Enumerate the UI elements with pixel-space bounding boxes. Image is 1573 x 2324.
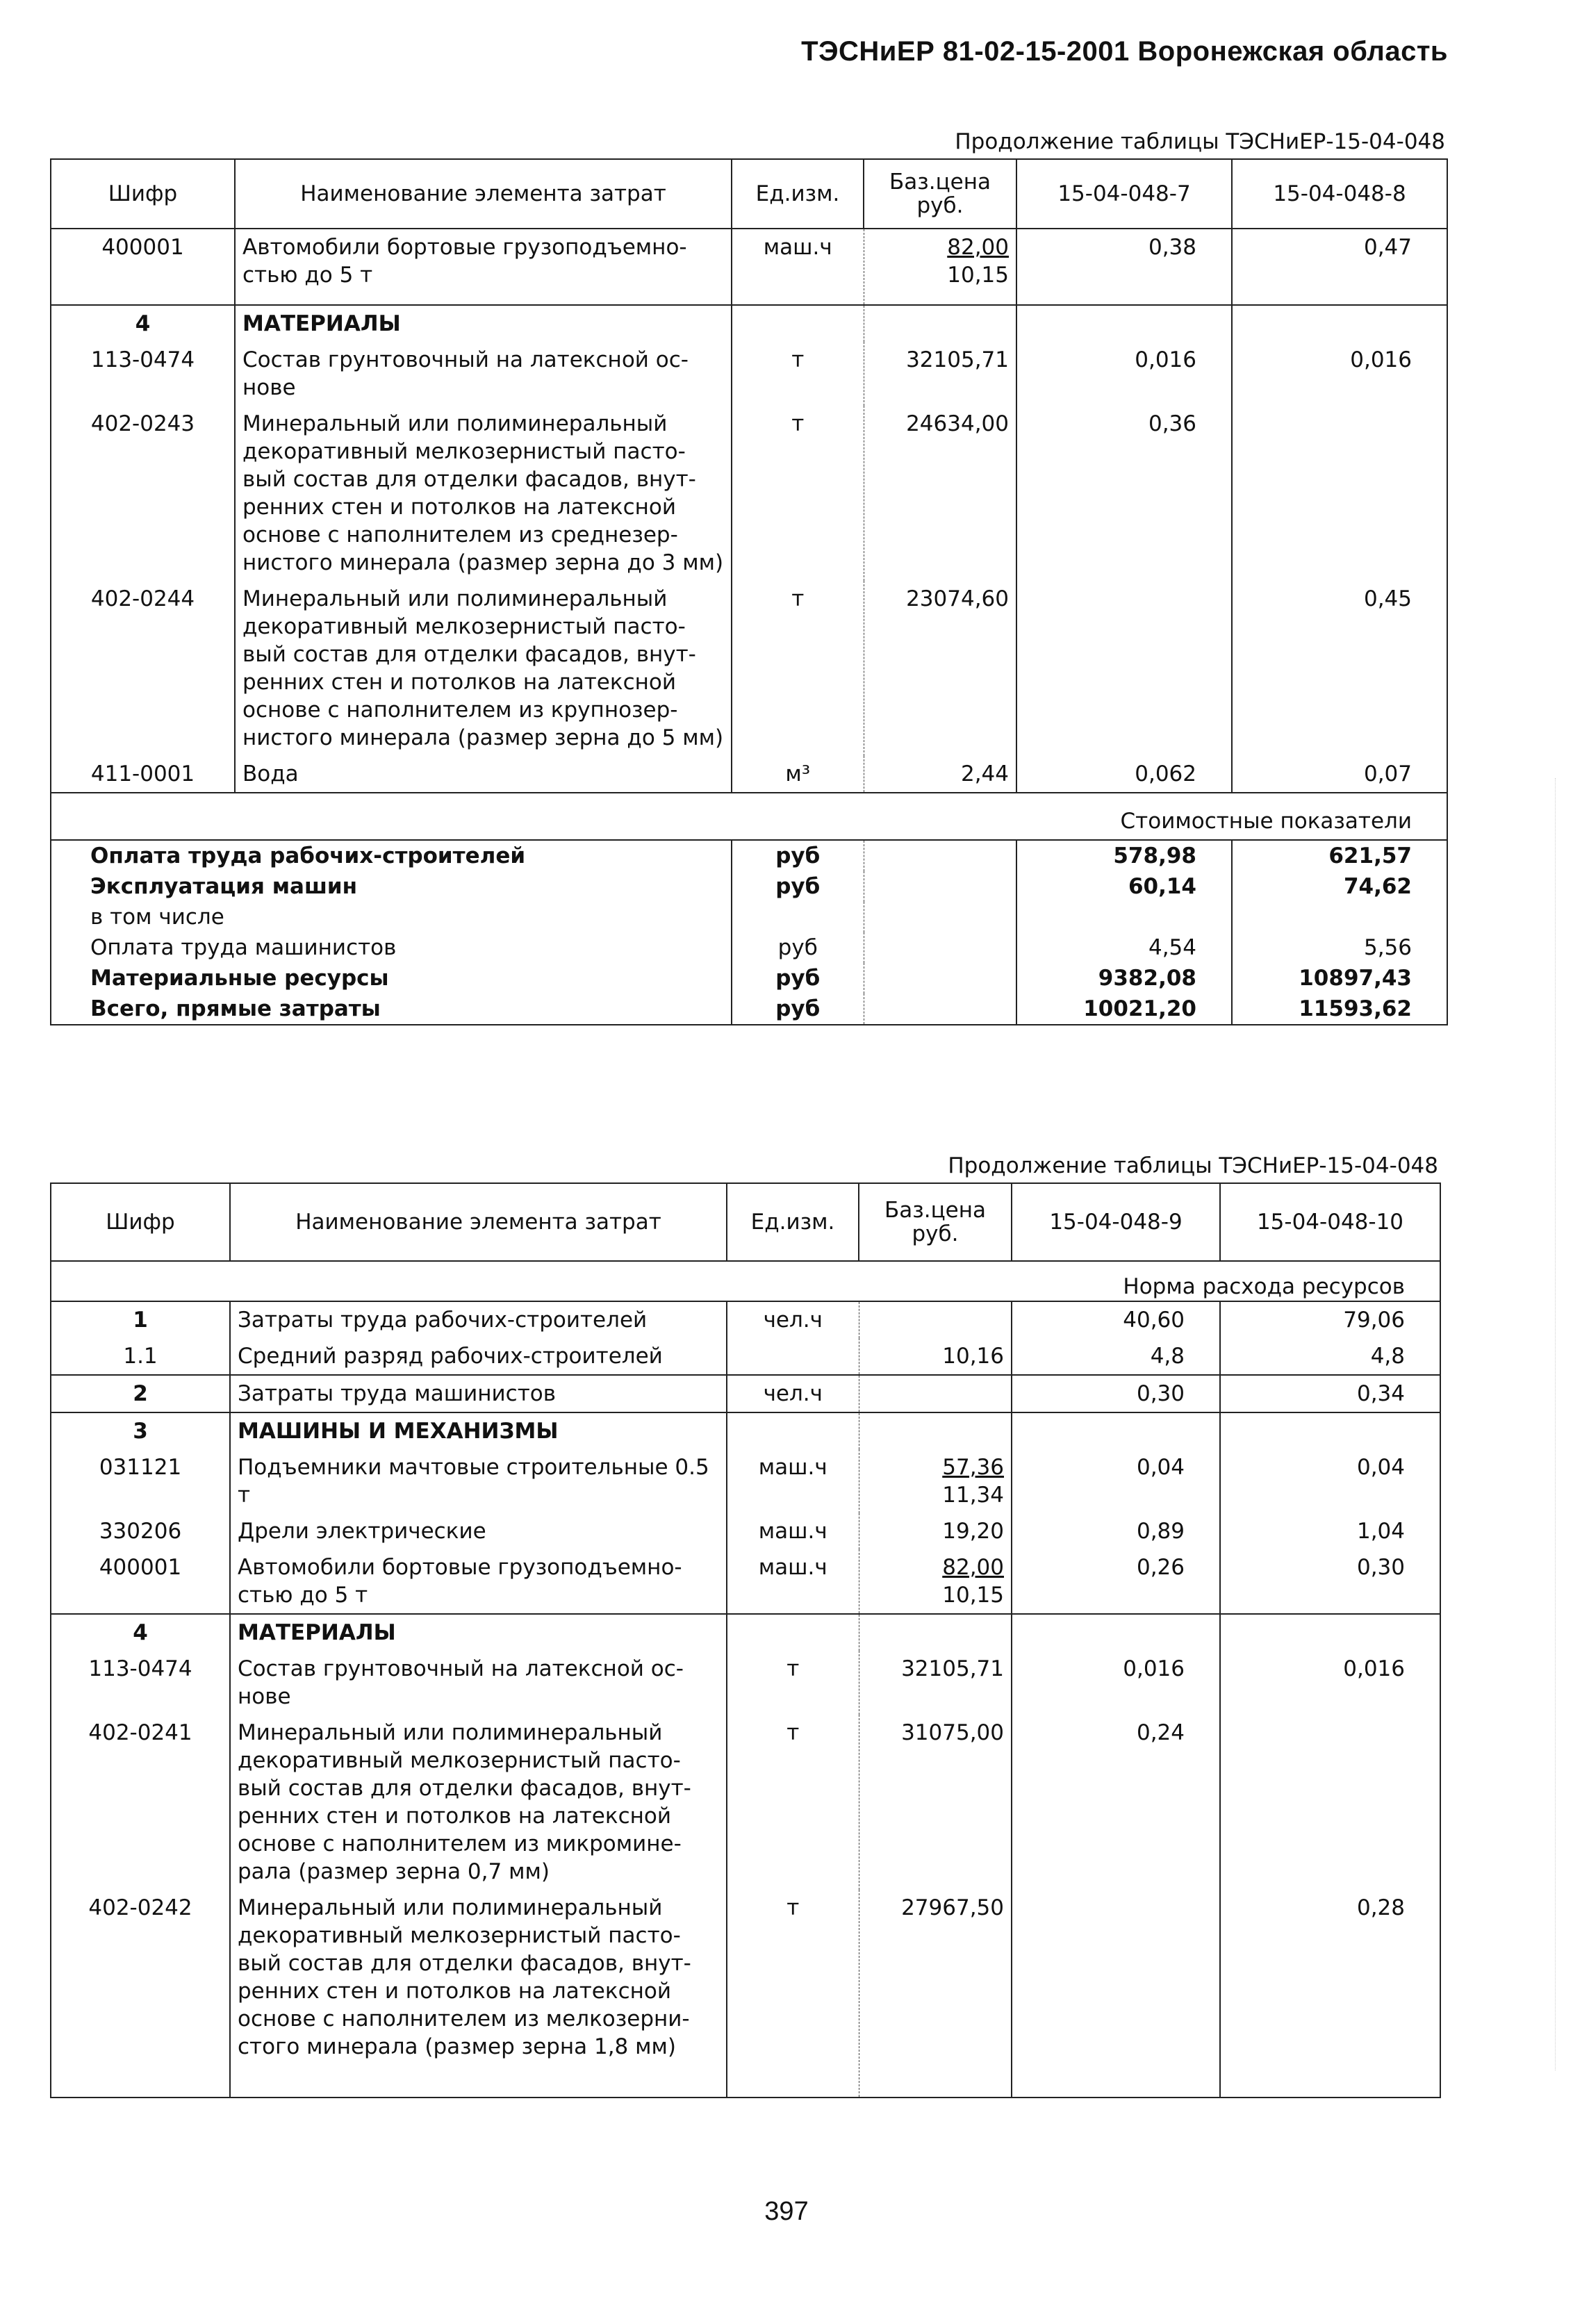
- resource-norm-banner: Норма расхода ресурсов: [51, 1261, 1440, 1301]
- cell-unit: чел.ч: [727, 1375, 859, 1412]
- cost-unit: руб: [732, 871, 864, 902]
- cell-name: Затраты труда рабочих-строителей: [230, 1301, 727, 1338]
- cell-code: 400001: [51, 229, 235, 305]
- table-header-row: [51, 1183, 1440, 1261]
- cell-code: 031121: [51, 1449, 230, 1513]
- cell-name: Минеральный или полиминеральный декоративный мелкозернистый пасто-вый состав для отделки фасадов, внут-ренних стен и потолков на латексной основе с наполнителем из мелкозерни-стого минерала (размер зерна 1,8 мм): [230, 1890, 727, 2098]
- cell-price: 19,20: [859, 1513, 1012, 1549]
- cell-unit: маш.ч: [727, 1449, 859, 1513]
- scan-edge-dots: [1555, 778, 1558, 2070]
- price-top: 82,00: [947, 235, 1009, 260]
- cell-code: 411-0001: [51, 756, 235, 793]
- cell-price: 32105,71: [859, 1651, 1012, 1715]
- cell-unit: т: [727, 1715, 859, 1890]
- cell-norm-7: 0,016: [1016, 342, 1232, 406]
- cell-code: 4: [51, 305, 235, 342]
- table-row: [51, 1513, 1440, 1549]
- cell-code: 113-0474: [51, 1651, 230, 1715]
- cost-value-7: 9382,08: [1016, 963, 1232, 994]
- cell-unit: т: [732, 342, 864, 406]
- col-header-code: Шифр: [51, 1183, 230, 1261]
- banner-row: [51, 793, 1447, 840]
- cell-norm-9: 4,8: [1012, 1338, 1220, 1375]
- cell-code: 4: [51, 1614, 230, 1651]
- cell-price: 31075,00: [859, 1715, 1012, 1890]
- table-row: [51, 1449, 1440, 1513]
- col-header-unit: Ед.изм.: [732, 159, 864, 229]
- cell-norm-9: 0,89: [1012, 1513, 1220, 1549]
- cell-name: МАТЕРИАЛЫ: [230, 1614, 727, 1651]
- cell-norm-10: 79,06: [1220, 1301, 1440, 1338]
- cell-norm-7: 0,062: [1016, 756, 1232, 793]
- cell-code: 113-0474: [51, 342, 235, 406]
- col-header-unit: Ед.изм.: [727, 1183, 859, 1261]
- cell-name: Средний разряд рабочих-строителей: [230, 1338, 727, 1375]
- cell-name: Минеральный или полиминеральный декоративный мелкозернистый пасто-вый состав для отделки фасадов, внут-ренних стен и потолков на латексной основе с наполнителем из микромине-рала (размер зерна 0,7 мм): [230, 1715, 727, 1890]
- cost-value-8: 621,57: [1232, 840, 1447, 871]
- cost-label: Эксплуатация машин: [51, 871, 732, 902]
- section-row: [51, 305, 1447, 342]
- cell-norm-8: 0,07: [1232, 756, 1447, 793]
- table-header-row: [51, 159, 1447, 229]
- cell-unit: маш.ч: [732, 229, 864, 305]
- price-bottom: 10,15: [947, 263, 1009, 288]
- col-header-price: Баз.цена руб.: [859, 1183, 1012, 1261]
- cell-norm-7: [1016, 581, 1232, 756]
- cell-price: [859, 1301, 1012, 1338]
- table-row: [51, 1890, 1440, 2098]
- table-row: [51, 1338, 1440, 1375]
- cell-code: 3: [51, 1412, 230, 1449]
- cell-name: Дрели электрические: [230, 1513, 727, 1549]
- col-header-norm-7: 15-04-048-7: [1016, 159, 1232, 229]
- cell-name: Минеральный или полиминеральный декоративный мелкозернистый пасто-вый состав для отделки фасадов, внут-ренних стен и потолков на латексной основе с наполнителем из крупнозер-нистого минерала (размер зерна до 5 мм): [235, 581, 732, 756]
- banner-row: [51, 1261, 1440, 1301]
- table1-caption: Продолжение таблицы ТЭСНиЕР-15-04-048: [955, 129, 1445, 154]
- resource-table-1: [50, 158, 1448, 1025]
- cost-unit: руб: [732, 994, 864, 1025]
- cell-norm-9: 40,60: [1012, 1301, 1220, 1338]
- table-row: [51, 1375, 1440, 1412]
- cell-unit: чел.ч: [727, 1301, 859, 1338]
- cell-norm-9: 0,24: [1012, 1715, 1220, 1890]
- col-header-price: Баз.цена руб.: [864, 159, 1016, 229]
- cost-row: [51, 963, 1447, 994]
- cost-row: [51, 902, 1447, 932]
- col-header-name: Наименование элемента затрат: [235, 159, 732, 229]
- cell-norm-10: 0,34: [1220, 1375, 1440, 1412]
- cell-name: Минеральный или полиминеральный декоративный мелкозернистый пасто-вый состав для отделки фасадов, внут-ренних стен и потолков на латексной основе с наполнителем из среднезер-нистого минерала (размер зерна до 3 мм): [235, 406, 732, 581]
- cell-code: 1.1: [51, 1338, 230, 1375]
- table-row: [51, 756, 1447, 793]
- cell-price: 32105,71: [864, 342, 1016, 406]
- cell-price: [859, 1449, 1012, 1513]
- cell-price: [859, 1549, 1012, 1614]
- cell-code: 402-0243: [51, 406, 235, 581]
- cell-code: 402-0241: [51, 1715, 230, 1890]
- col-header-norm-10: 15-04-048-10: [1220, 1183, 1440, 1261]
- col-header-norm-8: 15-04-048-8: [1232, 159, 1447, 229]
- table-row: [51, 229, 1447, 305]
- cost-unit: руб: [732, 932, 864, 963]
- col-header-name: Наименование элемента затрат: [230, 1183, 727, 1261]
- cell-name: Состав грунтовочный на латексной ос-нове: [230, 1651, 727, 1715]
- cell-name: Автомобили бортовые грузоподъемно-стью до 5 т: [235, 229, 732, 305]
- cell-norm-7: 0,38: [1016, 229, 1232, 305]
- cell-unit: т: [727, 1890, 859, 2098]
- cell-code: 330206: [51, 1513, 230, 1549]
- cost-label: Материальные ресурсы: [51, 963, 732, 994]
- cost-label: Всего, прямые затраты: [51, 994, 732, 1025]
- cell-unit: [727, 1338, 859, 1375]
- cost-label: Оплата труда машинистов: [51, 932, 732, 963]
- cost-label: Оплата труда рабочих-строителей: [51, 840, 732, 871]
- cell-norm-8: 0,47: [1232, 229, 1447, 305]
- cell-code: 402-0244: [51, 581, 235, 756]
- cell-unit: м³: [732, 756, 864, 793]
- cost-value-7: 60,14: [1016, 871, 1232, 902]
- cell-name: Вода: [235, 756, 732, 793]
- cell-norm-9: 0,30: [1012, 1375, 1220, 1412]
- resource-table-2: [50, 1182, 1441, 2098]
- col-header-code: Шифр: [51, 159, 235, 229]
- cell-price: [864, 229, 1016, 305]
- cell-price: 2,44: [864, 756, 1016, 793]
- price-top: 57,36: [942, 1455, 1004, 1480]
- cost-indicators-banner: Стоимостные показатели: [51, 793, 1447, 840]
- cost-value-7: 578,98: [1016, 840, 1232, 871]
- cell-norm-10: 0,30: [1220, 1549, 1440, 1614]
- cell-norm-9: 0,04: [1012, 1449, 1220, 1513]
- document-header: ТЭСНиЕР 81-02-15-2001 Воронежская область: [801, 36, 1448, 67]
- table-row: [51, 1651, 1440, 1715]
- cell-name: МАТЕРИАЛЫ: [235, 305, 732, 342]
- cost-row: [51, 840, 1447, 871]
- cost-value-8: 10897,43: [1232, 963, 1447, 994]
- cost-value-8: 5,56: [1232, 932, 1447, 963]
- cost-unit: руб: [732, 840, 864, 871]
- cell-name: Подъемники мачтовые строительные 0.5 т: [230, 1449, 727, 1513]
- cell-price: 24634,00: [864, 406, 1016, 581]
- cell-norm-8: 0,45: [1232, 581, 1447, 756]
- cost-value-7: 4,54: [1016, 932, 1232, 963]
- page-number: 397: [764, 2197, 809, 2226]
- cost-value-8: 74,62: [1232, 871, 1447, 902]
- section-row: [51, 1614, 1440, 1651]
- table-row: [51, 1549, 1440, 1614]
- cell-norm-8: [1232, 406, 1447, 581]
- cell-price: 23074,60: [864, 581, 1016, 756]
- cell-norm-9: 0,016: [1012, 1651, 1220, 1715]
- cost-value-7: 10021,20: [1016, 994, 1232, 1025]
- col-header-norm-9: 15-04-048-9: [1012, 1183, 1220, 1261]
- cell-norm-10: 4,8: [1220, 1338, 1440, 1375]
- cell-name: Затраты труда машинистов: [230, 1375, 727, 1412]
- cell-code: 1: [51, 1301, 230, 1338]
- cell-unit: маш.ч: [727, 1513, 859, 1549]
- cost-value-8: 11593,62: [1232, 994, 1447, 1025]
- table-row: [51, 1301, 1440, 1338]
- cost-row: [51, 994, 1447, 1025]
- price-bottom: 11,34: [942, 1483, 1004, 1508]
- cell-price: 27967,50: [859, 1890, 1012, 2098]
- cell-norm-9: 0,26: [1012, 1549, 1220, 1614]
- price-top: 82,00: [942, 1555, 1004, 1580]
- cost-row: [51, 871, 1447, 902]
- cost-label: в том числе: [51, 902, 732, 932]
- cell-norm-10: 0,28: [1220, 1890, 1440, 2098]
- cell-norm-8: 0,016: [1232, 342, 1447, 406]
- table-row: [51, 1715, 1440, 1890]
- cell-unit: т: [732, 581, 864, 756]
- cell-norm-9: [1012, 1890, 1220, 2098]
- cell-unit: маш.ч: [727, 1549, 859, 1614]
- cell-norm-10: [1220, 1715, 1440, 1890]
- cell-norm-7: 0,36: [1016, 406, 1232, 581]
- cell-norm-10: 0,016: [1220, 1651, 1440, 1715]
- cell-norm-10: 0,04: [1220, 1449, 1440, 1513]
- cell-code: 2: [51, 1375, 230, 1412]
- section-row: [51, 1412, 1440, 1449]
- table-row: [51, 406, 1447, 581]
- cell-norm-10: 1,04: [1220, 1513, 1440, 1549]
- cell-price: 10,16: [859, 1338, 1012, 1375]
- table2-caption: Продолжение таблицы ТЭСНиЕР-15-04-048: [948, 1153, 1438, 1178]
- cell-code: 400001: [51, 1549, 230, 1614]
- cost-row: [51, 932, 1447, 963]
- cell-name: Автомобили бортовые грузоподъемно-стью до 5 т: [230, 1549, 727, 1614]
- cost-unit: руб: [732, 963, 864, 994]
- table-row: [51, 581, 1447, 756]
- cell-name: МАШИНЫ И МЕХАНИЗМЫ: [230, 1412, 727, 1449]
- table-row: [51, 342, 1447, 406]
- cell-price: [859, 1375, 1012, 1412]
- cell-name: Состав грунтовочный на латексной ос-нове: [235, 342, 732, 406]
- price-bottom: 10,15: [942, 1583, 1004, 1608]
- cell-unit: т: [732, 406, 864, 581]
- cell-unit: т: [727, 1651, 859, 1715]
- cell-code: 402-0242: [51, 1890, 230, 2098]
